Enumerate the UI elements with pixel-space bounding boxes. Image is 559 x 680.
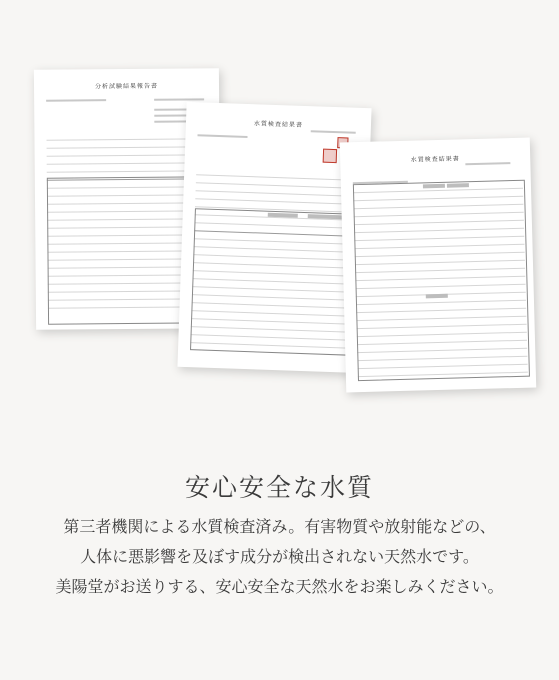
description-line-2: 人体に悪影響を及ぼす成分が検出されない天然水です。 bbox=[80, 547, 479, 566]
document-title: 水質検査結果書 bbox=[253, 120, 304, 129]
document-title: 分析試験結果報告書 bbox=[94, 82, 159, 91]
test-report-document-3 bbox=[340, 138, 536, 393]
description-line-1: 第三者機関による水質検査済み。有害物質や放射能などの、 bbox=[63, 517, 496, 536]
seal-stamp bbox=[323, 149, 337, 163]
document-title: 水質検査結果書 bbox=[410, 155, 460, 164]
description-line-3: 美陽堂がお送りする、安心安全な天然水をお楽しみください。 bbox=[55, 577, 504, 596]
section-heading: 安心安全な水質 bbox=[184, 472, 374, 502]
description-text bbox=[0, 512, 559, 602]
